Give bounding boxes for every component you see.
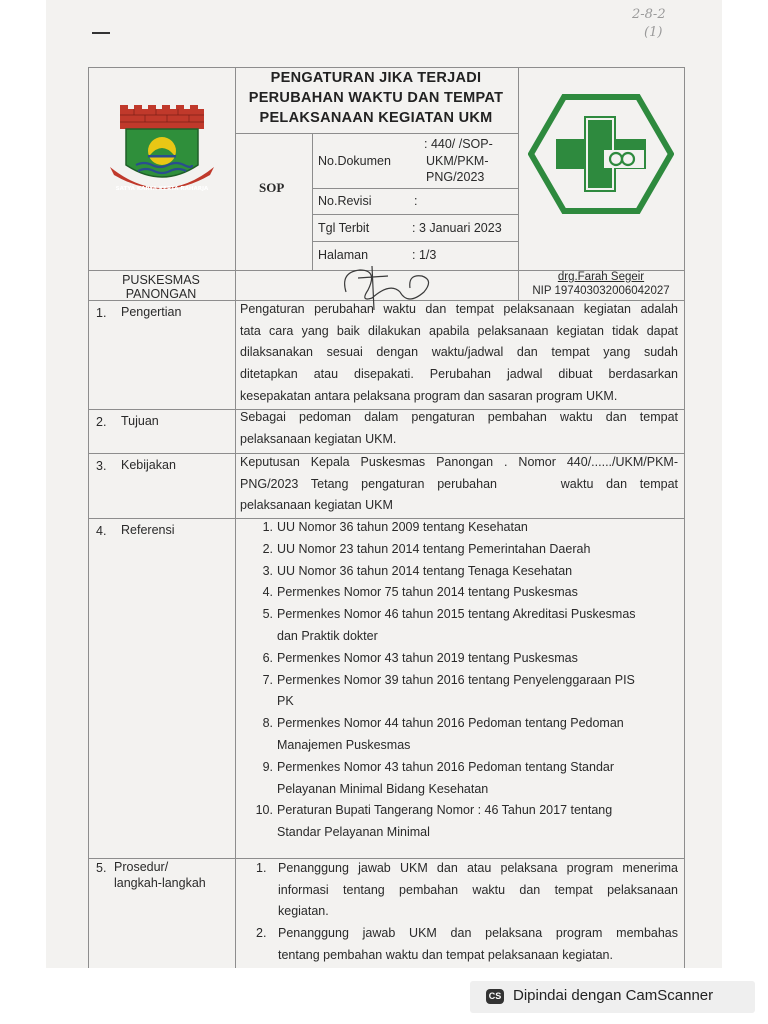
no-revisi-value: : [414, 194, 418, 208]
organization-name-line: PUSKESMAS [122, 273, 200, 287]
section-label-line: langkah-langkah [114, 875, 206, 890]
referensi-item-number: 7. [262, 672, 273, 687]
document-title-line: PERUBAHAN WAKTU DAN TEMPAT [248, 90, 504, 106]
referensi-item-text [255, 604, 685, 648]
referensi-item [255, 582, 685, 604]
referensi-item-text [255, 757, 685, 801]
pengertian-text [240, 299, 678, 408]
referensi-item-number: 4. [262, 585, 273, 600]
prosedur-list [256, 858, 678, 967]
puskesmas-logo-icon [528, 94, 674, 214]
prosedur-item [256, 923, 678, 966]
no-dokumen-label: No.Dokumen [318, 154, 391, 168]
referensi-item-line: Permenkes Nomor 75 tahun 2014 tentang Puskesmas [277, 585, 578, 600]
district-emblem-icon [108, 105, 216, 197]
paragraph-line: tata cara yang baik dilakukan apabila pelaksanaan kegiatan tidak dapat [240, 323, 678, 338]
referensi-item-line: Permenkes Nomor 44 tahun 2016 Pedoman tentang Pedoman [277, 716, 624, 731]
referensi-item-line: UU Nomor 36 tahun 2014 tentang Tenaga Kesehatan [277, 563, 573, 578]
signer-nip: NIP 197403032006042027 [532, 285, 670, 297]
paragraph-line: dilaksanakan sesuai dengan waktu/jadwal dan tempat yang sudah [240, 345, 678, 360]
no-dokumen-value-line: PNG/2023 [426, 170, 485, 184]
referensi-item-line: UU Nomor 23 tahun 2014 tentang Pemerintahan Daerah [277, 541, 591, 556]
tujuan-text [240, 407, 678, 450]
prosedur-item [256, 858, 678, 923]
handwritten-note-line: 2-8-2 [632, 7, 666, 22]
referensi-item-line: Manajemen Puskesmas [277, 737, 411, 752]
referensi-item-line: Standar Pelayanan Minimal [277, 825, 430, 840]
prosedur-item-line: Penanggung jawab UKM dan atau pelaksana program menerima [278, 861, 678, 875]
pen-mark [92, 32, 110, 34]
tgl-terbit-value: : 3 Januari 2023 [412, 221, 502, 235]
paragraph-line: Keputusan Kepala Puskesmas Panongan . Nomor 440/....../UKM/PKM- [240, 455, 678, 469]
section-number: 1. [96, 306, 107, 320]
section-label-prosedur [114, 860, 206, 891]
section-label-tujuan: Tujuan [121, 414, 159, 428]
section-number: 2. [96, 415, 107, 429]
camscanner-logo-icon: CS [486, 989, 504, 1004]
paragraph-line: ditetapkan atau disepakati. Perubahan jadwal dibuat berdasarkan [240, 367, 678, 382]
referensi-item [255, 648, 685, 670]
prosedur-item-number: 2. [256, 926, 267, 941]
referensi-item-line: Peraturan Bupati Tangerang Nomor : 46 Tahun 2017 tentang [277, 803, 613, 818]
prosedur-item-number: 1. [256, 861, 267, 875]
paragraph-line: pelaksanaan kegiatan UKM. [240, 431, 397, 446]
referensi-item-number: 3. [262, 563, 273, 578]
handwritten-note-line: (1) [644, 25, 663, 40]
prosedur-item-line: tentang pembahan waktu dan tempat pelaksanaan kegiatan. [278, 947, 613, 962]
referensi-item-number: 6. [262, 650, 273, 665]
referensi-item-line: UU Nomor 36 tahun 2009 tentang Kesehatan [277, 520, 528, 534]
section-label-pengertian: Pengertian [121, 305, 182, 319]
referensi-item-number: 8. [262, 716, 273, 731]
prosedur-item-line: kegiatan. [278, 904, 329, 919]
referensi-item [255, 561, 685, 583]
referensi-item-text [255, 800, 685, 844]
halaman-value: : 1/3 [412, 248, 437, 262]
camscanner-watermark [470, 981, 755, 1013]
section-label-kebijakan: Kebijakan [121, 458, 176, 472]
referensi-item-line: Pelayanan Minimal Bidang Kesehatan [277, 781, 489, 796]
referensi-item [255, 713, 685, 757]
referensi-item-text [255, 670, 685, 714]
signer-block [520, 270, 682, 298]
section-number: 4. [96, 524, 107, 538]
referensi-item-line: Permenkes Nomor 46 tahun 2015 tentang Akreditasi Puskesmas [277, 607, 636, 622]
referensi-item-line: Permenkes Nomor 43 tahun 2016 Pedoman tentang Standar [277, 759, 615, 774]
referensi-item [255, 757, 685, 801]
referensi-item [255, 604, 685, 648]
prosedur-item-line: Penanggung jawab UKM dan pelaksana program membahas [278, 926, 678, 941]
referensi-item-number: 10. [255, 803, 273, 818]
section-number: 5. [96, 861, 107, 875]
document-title-line: PENGATURAN JIKA TERJADI [270, 70, 482, 86]
paragraph-line: Sebagai pedoman dalam pengaturan pembahan waktu dan tempat [240, 410, 678, 424]
referensi-item-text [255, 539, 685, 561]
sop-label: SOP [259, 180, 285, 195]
no-dokumen-value [414, 136, 493, 186]
paragraph-line: kesepakatan antara pelaksana program dan sasaran program UKM. [240, 388, 618, 403]
referensi-item-line: Permenkes Nomor 39 tahun 2016 tentang Penyelenggaraan PIS [277, 672, 635, 687]
referensi-item-text [255, 561, 685, 583]
tgl-terbit-label: Tgl Terbit [318, 221, 370, 235]
referensi-item [255, 539, 685, 561]
organization-name [96, 273, 226, 301]
section-label-line: Prosedur/ [114, 860, 169, 874]
referensi-item [255, 517, 685, 539]
section-number: 3. [96, 459, 107, 473]
referensi-item [255, 800, 685, 844]
signer-name: drg.Farah Segeir [557, 271, 645, 283]
referensi-item-number: 2. [262, 541, 273, 556]
referensi-item-number: 1. [262, 520, 273, 534]
referensi-item-text [255, 582, 685, 604]
camscanner-text: Dipindai dengan CamScanner [513, 987, 714, 1004]
emblem-ribbon-text: SATYA KARYA KERTA RAHARJA [115, 186, 209, 192]
no-revisi-label: No.Revisi [318, 194, 372, 208]
referensi-item-text [255, 517, 685, 539]
document-title [236, 68, 516, 128]
referensi-item-text [255, 713, 685, 757]
paragraph-line: pelaksanaan kegiatan UKM [240, 498, 393, 513]
referensi-item-line: dan Praktik dokter [277, 628, 378, 643]
referensi-list [255, 517, 685, 844]
document-title-line: PELAKSANAAN KEGIATAN UKM [259, 110, 493, 126]
referensi-item-line: Permenkes Nomor 43 tahun 2019 tentang Puskesmas [277, 650, 578, 665]
paragraph-line: Pengaturan perubahan waktu dan tempat pelaksanaan kegiatan adalah [240, 302, 678, 316]
halaman-label: Halaman [318, 248, 369, 262]
kebijakan-text [240, 452, 678, 517]
no-dokumen-value-line: : 440/ /SOP- [424, 137, 493, 151]
referensi-item-number: 9. [262, 759, 273, 774]
paragraph-line: PNG/2023 Tetang pengaturan perubahan waktu dan tempat [240, 476, 678, 491]
referensi-item-text [255, 648, 685, 670]
section-label-referensi: Referensi [121, 523, 175, 537]
organization-name-line: PANONGAN [125, 287, 197, 301]
no-dokumen-value-line: UKM/PKM- [426, 153, 489, 168]
prosedur-item-line: informasi tentang pembahan waktu dan tempat pelaksanaan [278, 882, 678, 897]
referensi-item [255, 670, 685, 714]
handwritten-note [632, 6, 666, 42]
referensi-item-number: 5. [262, 607, 273, 622]
referensi-item-line: PK [277, 694, 294, 709]
